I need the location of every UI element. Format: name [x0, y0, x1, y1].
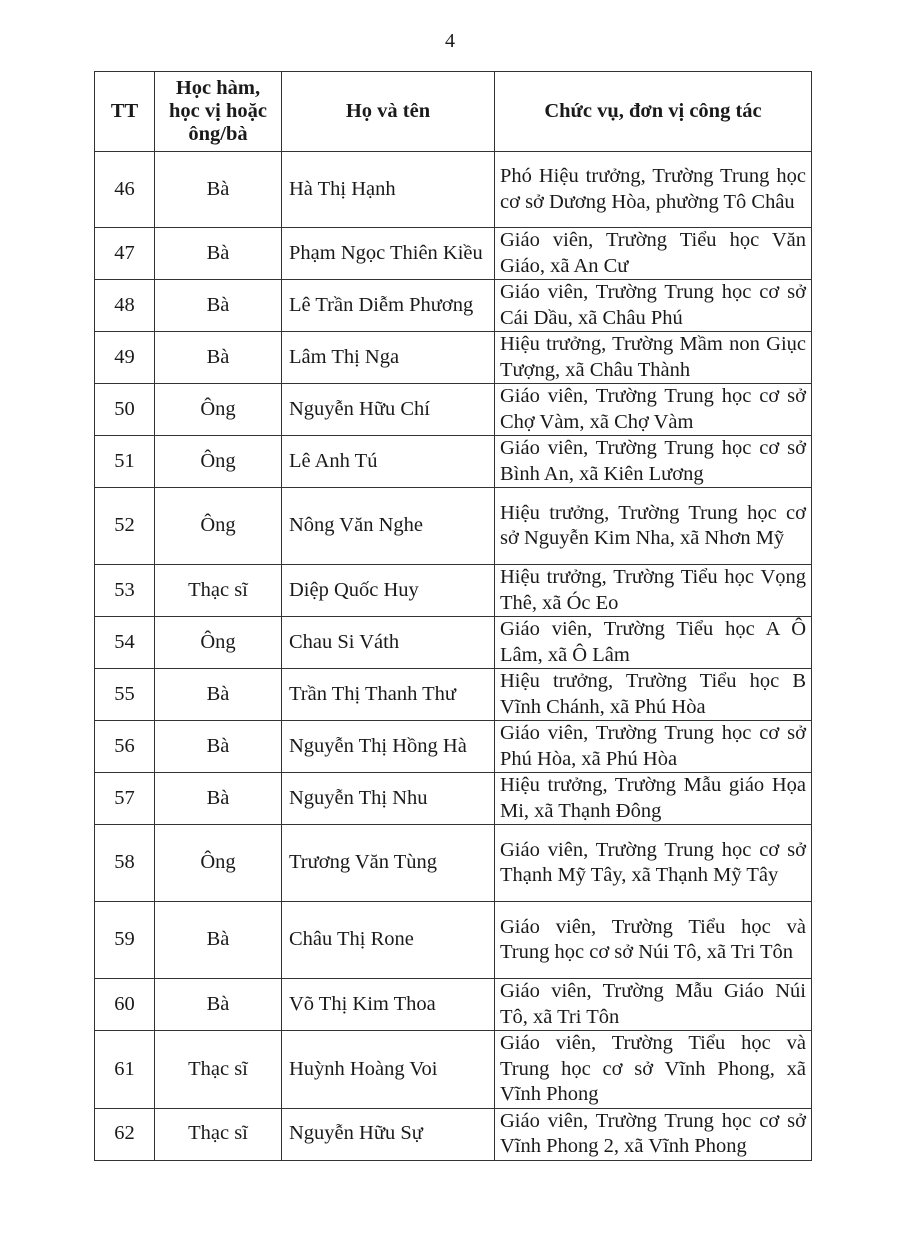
row-tt: 49 — [95, 332, 155, 384]
row-position: Giáo viên, Trường Trung học cơ sở Bình An, xã Kiên Lương — [495, 436, 812, 488]
table-row — [95, 979, 812, 1031]
row-title: Ông — [155, 617, 282, 669]
row-title: Thạc sĩ — [155, 1031, 282, 1109]
table-row — [95, 228, 812, 280]
row-tt: 51 — [95, 436, 155, 488]
row-tt: 46 — [95, 152, 155, 228]
row-title: Bà — [155, 280, 282, 332]
row-name: Võ Thị Kim Thoa — [282, 979, 495, 1031]
row-position: Giáo viên, Trường Mẫu Giáo Núi Tô, xã Tri Tôn — [495, 979, 812, 1031]
row-position: Giáo viên, Trường Trung học cơ sở Vĩnh Phong 2, xã Vĩnh Phong — [495, 1108, 812, 1160]
row-tt: 59 — [95, 902, 155, 979]
row-name: Nguyễn Hữu Chí — [282, 384, 495, 436]
row-title: Thạc sĩ — [155, 565, 282, 617]
row-tt: 61 — [95, 1031, 155, 1109]
row-tt: 52 — [95, 488, 155, 565]
row-tt: 53 — [95, 565, 155, 617]
row-title: Ông — [155, 384, 282, 436]
row-tt: 48 — [95, 280, 155, 332]
header-name: Họ và tên — [282, 72, 495, 152]
table-body — [95, 152, 812, 1161]
row-title: Bà — [155, 902, 282, 979]
row-title: Bà — [155, 228, 282, 280]
row-position: Giáo viên, Trường Tiểu học và Trung học cơ sở Vĩnh Phong, xã Vĩnh Phong — [495, 1031, 812, 1109]
row-position: Giáo viên, Trường Trung học cơ sở Thạnh Mỹ Tây, xã Thạnh Mỹ Tây — [495, 825, 812, 902]
row-name: Hà Thị Hạnh — [282, 152, 495, 228]
row-tt: 55 — [95, 669, 155, 721]
row-tt: 47 — [95, 228, 155, 280]
table-header-row — [95, 72, 812, 152]
table-row — [95, 773, 812, 825]
row-title: Ông — [155, 825, 282, 902]
row-position: Hiệu trưởng, Trường Tiểu học Vọng Thê, xã Óc Eo — [495, 565, 812, 617]
row-name: Nguyễn Thị Nhu — [282, 773, 495, 825]
row-name: Nguyễn Hữu Sự — [282, 1108, 495, 1160]
table-row — [95, 1108, 812, 1160]
table-row — [95, 721, 812, 773]
row-title: Thạc sĩ — [155, 1108, 282, 1160]
table-row — [95, 152, 812, 228]
row-tt: 54 — [95, 617, 155, 669]
row-name: Nông Văn Nghe — [282, 488, 495, 565]
table-row — [95, 488, 812, 565]
row-title: Ông — [155, 488, 282, 565]
page-number: 4 — [445, 30, 455, 52]
table-row — [95, 280, 812, 332]
row-tt: 56 — [95, 721, 155, 773]
row-title: Bà — [155, 721, 282, 773]
row-position: Phó Hiệu trưởng, Trường Trung học cơ sở Dương Hòa, phường Tô Châu — [495, 152, 812, 228]
row-tt: 60 — [95, 979, 155, 1031]
row-position: Hiệu trưởng, Trường Tiểu học B Vĩnh Chánh, xã Phú Hòa — [495, 669, 812, 721]
row-name: Chau Si Váth — [282, 617, 495, 669]
table-row — [95, 384, 812, 436]
row-name: Lê Anh Tú — [282, 436, 495, 488]
row-position: Giáo viên, Trường Tiểu học A Ô Lâm, xã Ô Lâm — [495, 617, 812, 669]
row-position: Giáo viên, Trường Tiểu học Văn Giáo, xã An Cư — [495, 228, 812, 280]
row-position: Hiệu trưởng, Trường Trung học cơ sở Nguyễn Kim Nha, xã Nhơn Mỹ — [495, 488, 812, 565]
row-position: Giáo viên, Trường Trung học cơ sở Cái Dầu, xã Châu Phú — [495, 280, 812, 332]
row-position: Giáo viên, Trường Trung học cơ sở Chợ Vàm, xã Chợ Vàm — [495, 384, 812, 436]
table-row — [95, 902, 812, 979]
table-row — [95, 1031, 812, 1109]
row-tt: 50 — [95, 384, 155, 436]
row-name: Châu Thị Rone — [282, 902, 495, 979]
row-name: Diệp Quốc Huy — [282, 565, 495, 617]
staff-table — [94, 71, 812, 1161]
row-name: Trần Thị Thanh Thư — [282, 669, 495, 721]
header-position: Chức vụ, đơn vị công tác — [495, 72, 812, 152]
row-name: Trương Văn Tùng — [282, 825, 495, 902]
row-tt: 62 — [95, 1108, 155, 1160]
row-title: Bà — [155, 332, 282, 384]
row-title: Bà — [155, 669, 282, 721]
row-name: Phạm Ngọc Thiên Kiều — [282, 228, 495, 280]
row-position: Hiệu trưởng, Trường Mẫu giáo Họa Mi, xã Thạnh Đông — [495, 773, 812, 825]
table-row — [95, 669, 812, 721]
row-title: Ông — [155, 436, 282, 488]
row-tt: 57 — [95, 773, 155, 825]
table-row — [95, 617, 812, 669]
table-row — [95, 565, 812, 617]
row-title: Bà — [155, 152, 282, 228]
row-name: Lâm Thị Nga — [282, 332, 495, 384]
row-position: Giáo viên, Trường Trung học cơ sở Phú Hòa, xã Phú Hòa — [495, 721, 812, 773]
row-title: Bà — [155, 979, 282, 1031]
row-name: Lê Trần Diễm Phương — [282, 280, 495, 332]
table-row — [95, 825, 812, 902]
row-position: Giáo viên, Trường Tiểu học và Trung học cơ sở Núi Tô, xã Tri Tôn — [495, 902, 812, 979]
header-title: Học hàm, học vị hoặc ông/bà — [155, 72, 282, 152]
row-title: Bà — [155, 773, 282, 825]
header-tt: TT — [95, 72, 155, 152]
row-name: Huỳnh Hoàng Voi — [282, 1031, 495, 1109]
row-name: Nguyễn Thị Hồng Hà — [282, 721, 495, 773]
table-row — [95, 436, 812, 488]
row-tt: 58 — [95, 825, 155, 902]
row-position: Hiệu trưởng, Trường Mầm non Giục Tượng, xã Châu Thành — [495, 332, 812, 384]
table-row — [95, 332, 812, 384]
